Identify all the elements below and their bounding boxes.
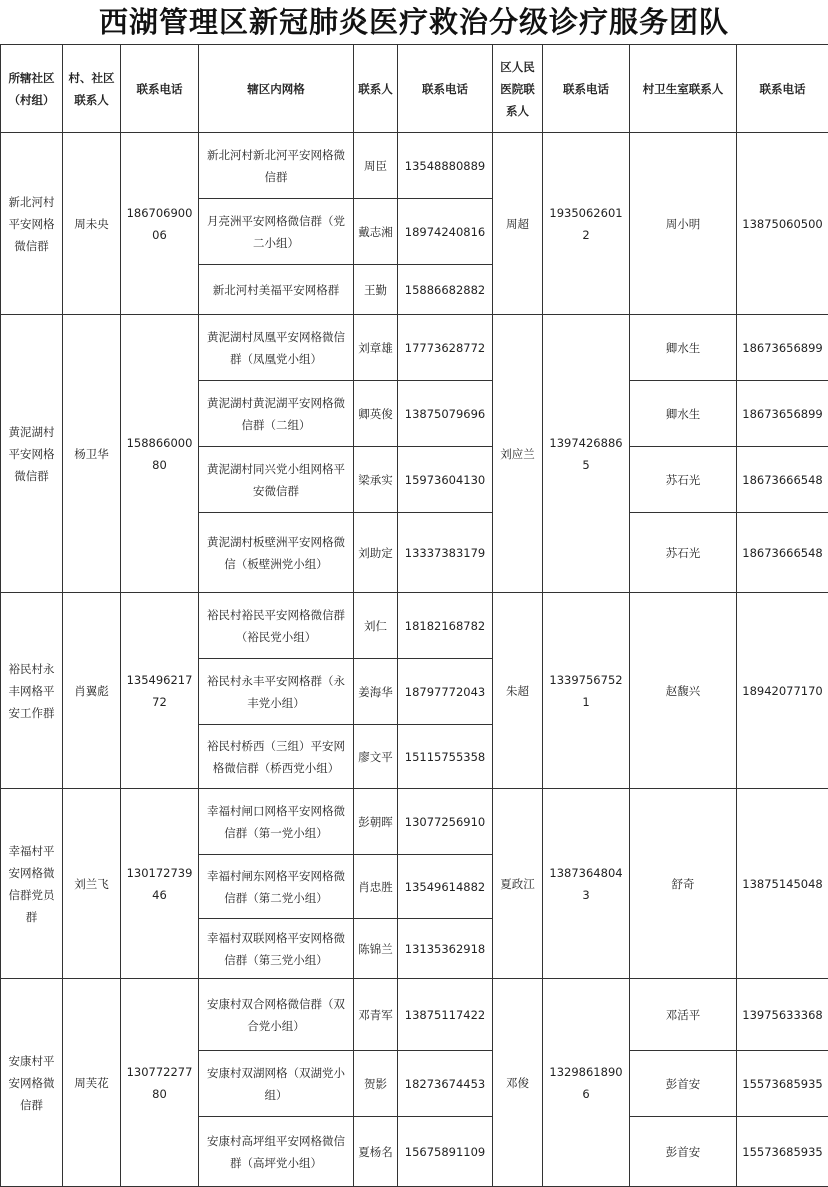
clinic-phone-cell: 13875145048 xyxy=(737,789,828,979)
clinic-phone-cell: 18673656899 xyxy=(737,315,828,381)
village-phone-cell: 13549621772 xyxy=(121,593,199,789)
clinic-contact-cell: 舒奇 xyxy=(630,789,737,979)
hospital-phone-cell: 13873648043 xyxy=(543,789,630,979)
village-phone-cell: 13017273946 xyxy=(121,789,199,979)
hospital-phone-cell: 13397567521 xyxy=(543,593,630,789)
grid-contact-cell: 夏杨名 xyxy=(354,1117,398,1187)
village-contact-cell: 周未央 xyxy=(63,133,121,315)
grid-name-cell: 裕民村桥西（三组）平安网格微信群（桥西党小组） xyxy=(199,725,354,789)
grid-phone-cell: 15886682882 xyxy=(398,265,493,315)
hospital-phone-cell: 19350626012 xyxy=(543,133,630,315)
grid-phone-cell: 18797772043 xyxy=(398,659,493,725)
grid-phone-cell: 13135362918 xyxy=(398,919,493,979)
grid-name-cell: 安康村高坪组平安网格微信群（高坪党小组） xyxy=(199,1117,354,1187)
header-cell: 区人民医院联系人 xyxy=(493,45,543,133)
grid-phone-cell: 13548880889 xyxy=(398,133,493,199)
clinic-phone-cell: 18673666548 xyxy=(737,513,828,593)
hospital-phone-cell: 13974268865 xyxy=(543,315,630,593)
grid-contact-cell: 刘仁 xyxy=(354,593,398,659)
village-contact-cell: 杨卫华 xyxy=(63,315,121,593)
grid-name-cell: 幸福村闸东网格平安网格微信群（第二党小组） xyxy=(199,855,354,919)
clinic-contact-cell: 卿水生 xyxy=(630,381,737,447)
clinic-contact-cell: 周小明 xyxy=(630,133,737,315)
clinic-contact-cell: 彭首安 xyxy=(630,1051,737,1117)
header-cell: 村卫生室联系人 xyxy=(630,45,737,133)
grid-phone-cell: 13875117422 xyxy=(398,979,493,1051)
hospital-contact-cell: 夏政江 xyxy=(493,789,543,979)
village-contact-cell: 周芙花 xyxy=(63,979,121,1187)
header-cell: 辖区内网格 xyxy=(199,45,354,133)
clinic-contact-cell: 彭首安 xyxy=(630,1117,737,1187)
clinic-contact-cell: 邓活平 xyxy=(630,979,737,1051)
hospital-contact-cell: 周超 xyxy=(493,133,543,315)
clinic-phone-cell: 18673666548 xyxy=(737,447,828,513)
grid-contact-cell: 彭朝晖 xyxy=(354,789,398,855)
grid-phone-cell: 18974240816 xyxy=(398,199,493,265)
header-cell: 联系电话 xyxy=(121,45,199,133)
grid-phone-cell: 15675891109 xyxy=(398,1117,493,1187)
grid-phone-cell: 18273674453 xyxy=(398,1051,493,1117)
grid-contact-cell: 戴志湘 xyxy=(354,199,398,265)
grid-contact-cell: 刘助定 xyxy=(354,513,398,593)
clinic-phone-cell: 15573685935 xyxy=(737,1117,828,1187)
grid-phone-cell: 13337383179 xyxy=(398,513,493,593)
page-title: 西湖管理区新冠肺炎医疗救治分级诊疗服务团队 xyxy=(0,0,828,44)
village-phone-cell: 13077227780 xyxy=(121,979,199,1187)
grid-name-cell: 幸福村双联网格平安网格微信群（第三党小组） xyxy=(199,919,354,979)
grid-name-cell: 月亮洲平安网格微信群（党二小组） xyxy=(199,199,354,265)
table-row xyxy=(1,979,828,1051)
clinic-contact-cell: 苏石光 xyxy=(630,447,737,513)
grid-phone-cell: 15973604130 xyxy=(398,447,493,513)
grid-phone-cell: 17773628772 xyxy=(398,315,493,381)
grid-name-cell: 黄泥湖村黄泥湖平安网格微信群（二组） xyxy=(199,381,354,447)
clinic-contact-cell: 苏石光 xyxy=(630,513,737,593)
grid-contact-cell: 梁承实 xyxy=(354,447,398,513)
table-body xyxy=(1,133,828,1187)
service-team-table xyxy=(0,44,828,1187)
grid-name-cell: 黄泥湖村凤凰平安网格微信群（凤凰党小组） xyxy=(199,315,354,381)
header-cell: 联系电话 xyxy=(737,45,828,133)
grid-phone-cell: 18182168782 xyxy=(398,593,493,659)
clinic-phone-cell: 18673656899 xyxy=(737,381,828,447)
clinic-contact-cell: 赵馥兴 xyxy=(630,593,737,789)
grid-name-cell: 安康村双合网格微信群（双合党小组） xyxy=(199,979,354,1051)
grid-name-cell: 新北河村新北河平安网格微信群 xyxy=(199,133,354,199)
village-contact-cell: 肖翼彪 xyxy=(63,593,121,789)
table-row xyxy=(1,133,828,199)
village-phone-cell: 18670690006 xyxy=(121,133,199,315)
hospital-contact-cell: 朱超 xyxy=(493,593,543,789)
hospital-phone-cell: 13298618906 xyxy=(543,979,630,1187)
grid-contact-cell: 陈锦兰 xyxy=(354,919,398,979)
header-row xyxy=(1,45,828,133)
grid-name-cell: 幸福村闸口网格平安网格微信群（第一党小组） xyxy=(199,789,354,855)
table-row xyxy=(1,593,828,659)
community-cell: 新北河村平安网格微信群 xyxy=(1,133,63,315)
grid-contact-cell: 卿英俊 xyxy=(354,381,398,447)
grid-name-cell: 新北河村美福平安网格群 xyxy=(199,265,354,315)
grid-phone-cell: 13549614882 xyxy=(398,855,493,919)
grid-contact-cell: 周臣 xyxy=(354,133,398,199)
grid-name-cell: 裕民村裕民平安网格微信群（裕民党小组） xyxy=(199,593,354,659)
clinic-phone-cell: 13875060500 xyxy=(737,133,828,315)
grid-phone-cell: 13875079696 xyxy=(398,381,493,447)
community-cell: 幸福村平安网格微信群党员群 xyxy=(1,789,63,979)
village-contact-cell: 刘兰飞 xyxy=(63,789,121,979)
clinic-phone-cell: 15573685935 xyxy=(737,1051,828,1117)
grid-contact-cell: 廖文平 xyxy=(354,725,398,789)
grid-contact-cell: 刘章雄 xyxy=(354,315,398,381)
table-row xyxy=(1,315,828,381)
grid-name-cell: 黄泥湖村同兴党小组网格平安微信群 xyxy=(199,447,354,513)
header-cell: 联系电话 xyxy=(398,45,493,133)
header-cell: 联系人 xyxy=(354,45,398,133)
grid-name-cell: 黄泥湖村板壁洲平安网格微信（板壁洲党小组） xyxy=(199,513,354,593)
grid-contact-cell: 肖忠胜 xyxy=(354,855,398,919)
community-cell: 裕民村永丰网格平安工作群 xyxy=(1,593,63,789)
clinic-phone-cell: 18942077170 xyxy=(737,593,828,789)
header-cell: 村、社区联系人 xyxy=(63,45,121,133)
header-cell: 联系电话 xyxy=(543,45,630,133)
header-cell: 所辖社区（村组） xyxy=(1,45,63,133)
community-cell: 黄泥湖村平安网格微信群 xyxy=(1,315,63,593)
grid-contact-cell: 王勤 xyxy=(354,265,398,315)
grid-phone-cell: 13077256910 xyxy=(398,789,493,855)
grid-contact-cell: 姜海华 xyxy=(354,659,398,725)
community-cell: 安康村平安网格微信群 xyxy=(1,979,63,1187)
grid-name-cell: 裕民村永丰平安网格群（永丰党小组） xyxy=(199,659,354,725)
hospital-contact-cell: 邓俊 xyxy=(493,979,543,1187)
clinic-contact-cell: 卿水生 xyxy=(630,315,737,381)
grid-name-cell: 安康村双湖网格（双湖党小组） xyxy=(199,1051,354,1117)
table-row xyxy=(1,789,828,855)
grid-contact-cell: 贺影 xyxy=(354,1051,398,1117)
hospital-contact-cell: 刘应兰 xyxy=(493,315,543,593)
grid-contact-cell: 邓青军 xyxy=(354,979,398,1051)
grid-phone-cell: 15115755358 xyxy=(398,725,493,789)
clinic-phone-cell: 13975633368 xyxy=(737,979,828,1051)
village-phone-cell: 15886600080 xyxy=(121,315,199,593)
